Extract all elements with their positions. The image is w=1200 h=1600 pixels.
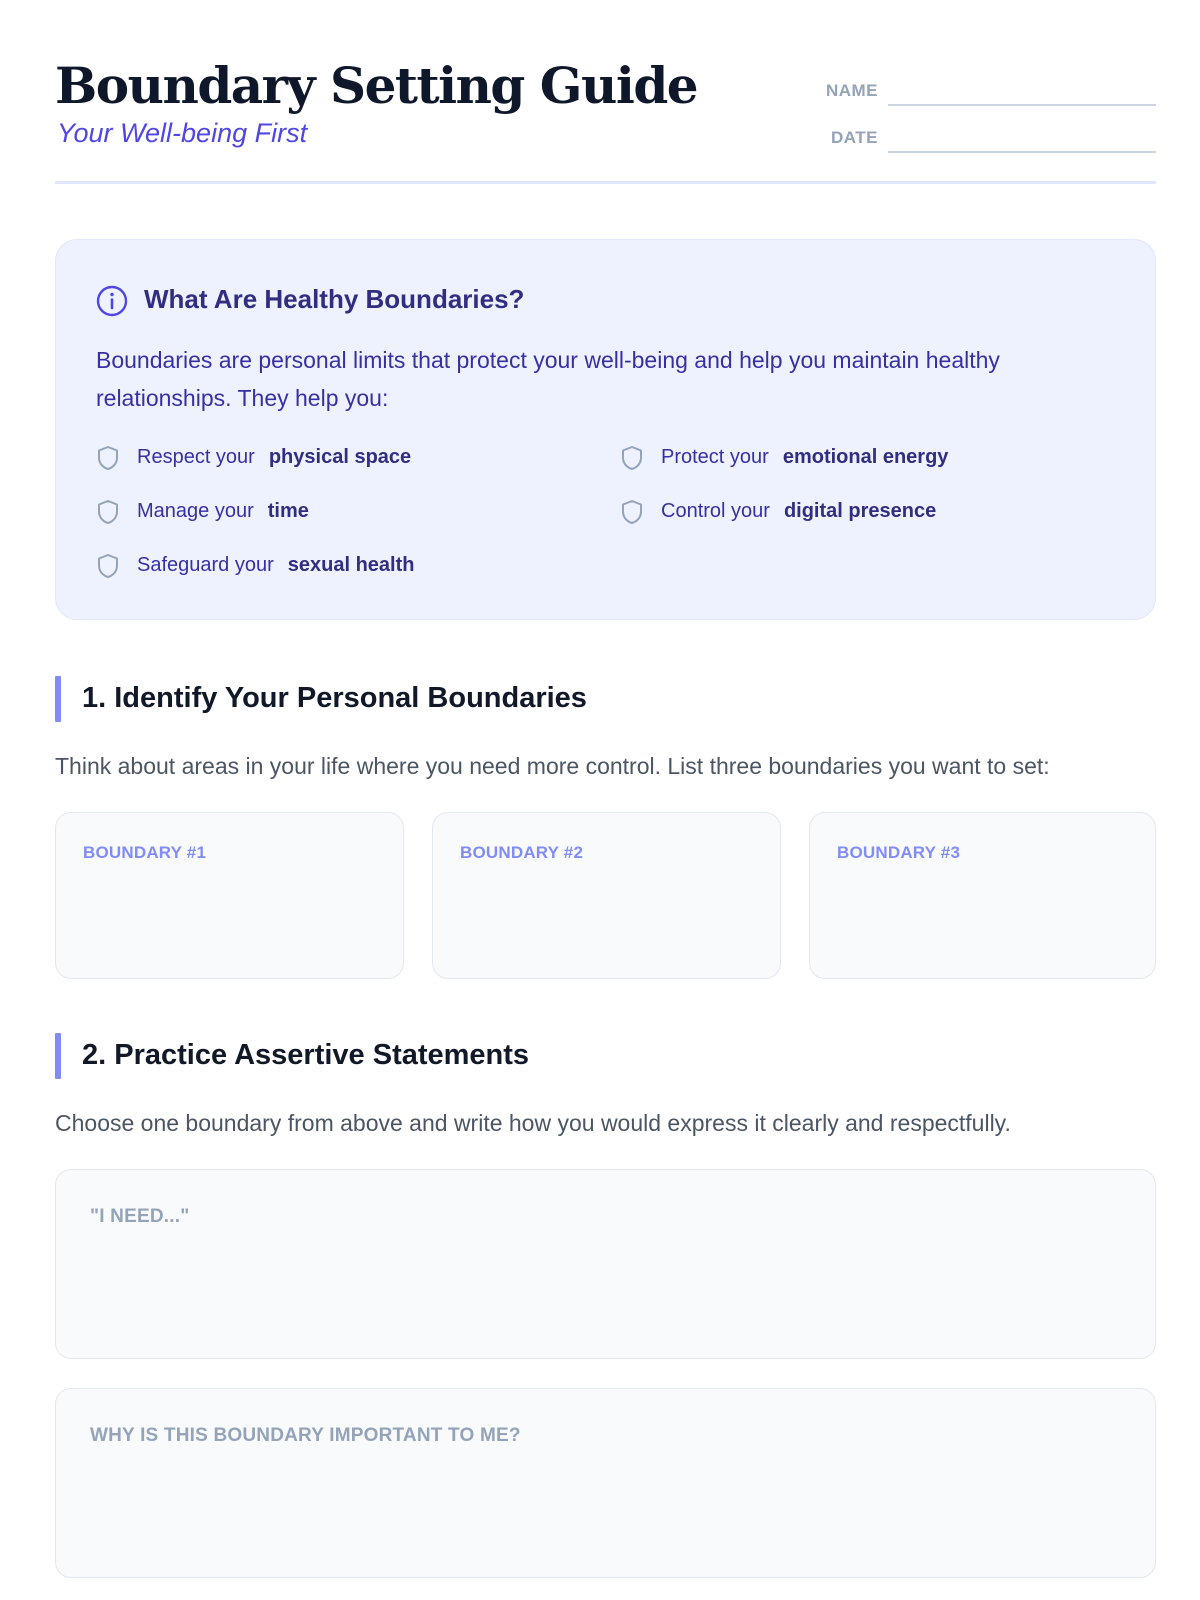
page-subtitle: Your Well-being First <box>57 118 308 148</box>
boundary-1-label: BOUNDARY #1 <box>83 843 207 862</box>
benefit-prefix: Control your <box>661 500 770 522</box>
page-header <box>55 48 1156 184</box>
info-circle-icon <box>96 285 128 317</box>
i-need-label: "I NEED..." <box>90 1206 190 1227</box>
boundary-1-box[interactable] <box>55 812 404 979</box>
info-card <box>55 239 1156 620</box>
name-label: NAME <box>825 81 878 100</box>
info-text: Boundaries are personal limits that protect your well-being and help you maintain healthy relationships. They help you: <box>96 347 1000 411</box>
benefit-emphasis: physical space <box>268 446 412 468</box>
i-need-box[interactable] <box>55 1169 1156 1359</box>
boundary-2-box[interactable] <box>432 812 781 979</box>
section-2-title: 2. Practice Assertive Statements <box>82 1039 530 1071</box>
name-field[interactable] <box>888 104 1156 106</box>
benefit-emphasis: time <box>267 500 309 522</box>
shield-icon <box>620 499 644 525</box>
benefit-emphasis: digital presence <box>783 500 937 522</box>
shield-icon <box>96 445 120 471</box>
date-label: DATE <box>830 128 878 147</box>
section-2-description: Choose one boundary from above and write how you would express it clearly and respectfully. <box>55 1110 1011 1136</box>
boundary-3-label: BOUNDARY #3 <box>837 843 961 862</box>
info-title: What Are Healthy Boundaries? <box>144 284 525 314</box>
shield-icon <box>96 553 120 579</box>
benefit-prefix: Respect your <box>137 446 255 468</box>
benefit-prefix: Safeguard your <box>137 554 274 576</box>
importance-label: WHY IS THIS BOUNDARY IMPORTANT TO ME? <box>90 1425 521 1446</box>
page-title: Boundary Setting Guide <box>55 56 698 115</box>
boundary-2-label: BOUNDARY #2 <box>460 843 584 862</box>
date-field[interactable] <box>888 151 1156 153</box>
shield-icon <box>620 445 644 471</box>
benefit-prefix: Protect your <box>661 446 769 468</box>
section-accent-bar <box>55 676 61 722</box>
benefit-emphasis: sexual health <box>287 554 415 576</box>
section-1-description: Think about areas in your life where you need more control. List three boundaries you want to set: <box>55 753 1050 779</box>
benefit-prefix: Manage your <box>137 500 254 522</box>
section-accent-bar <box>55 1033 61 1079</box>
shield-icon <box>96 499 120 525</box>
benefit-emphasis: emotional energy <box>782 446 949 468</box>
importance-box[interactable] <box>55 1388 1156 1578</box>
section-1-title: 1. Identify Your Personal Boundaries <box>82 682 587 714</box>
boundary-3-box[interactable] <box>809 812 1156 979</box>
